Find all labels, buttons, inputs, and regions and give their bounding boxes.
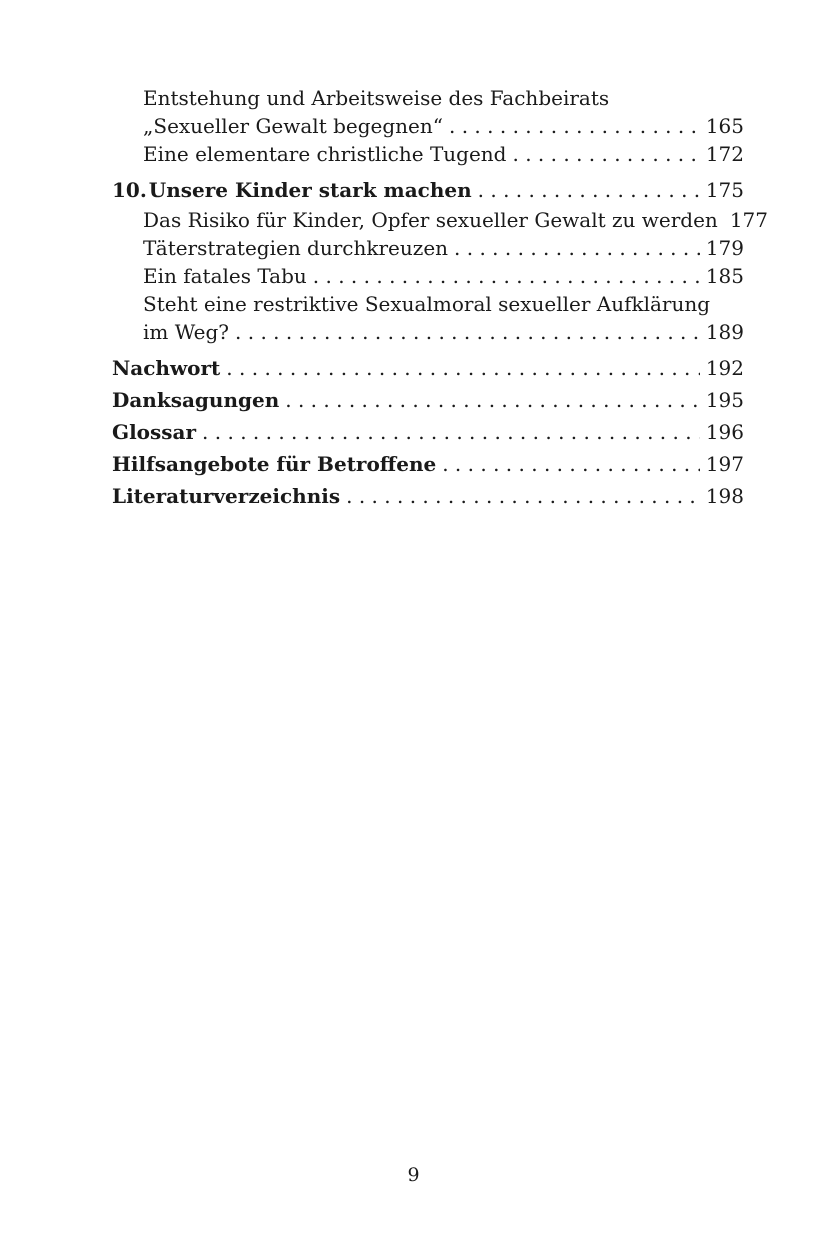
dot-leader xyxy=(307,262,700,290)
toc-entry-literaturverzeichnis xyxy=(112,480,744,512)
dot-leader xyxy=(196,416,700,448)
toc-page-number: 196 xyxy=(705,420,744,444)
toc-entry-row xyxy=(112,416,744,448)
toc-entry-tabu xyxy=(112,262,744,290)
toc-page-number: 177 xyxy=(729,208,768,232)
toc-entry-row xyxy=(112,318,744,346)
toc-entry-title: Eine elementare christliche Tugend xyxy=(143,142,507,166)
toc-chapter-number: 10. xyxy=(112,178,147,202)
toc-entry-title: Nachwort xyxy=(112,356,221,380)
dot-leader xyxy=(472,174,700,206)
toc-entry-title: Hilfsangebote für Betroffene xyxy=(112,452,437,476)
toc-chapter-label xyxy=(112,174,472,206)
dot-leader xyxy=(507,140,700,168)
dot-leader xyxy=(718,206,724,234)
toc-entry-taeterstrategien xyxy=(112,234,744,262)
toc-entry-row xyxy=(112,480,744,512)
toc-entry-title-line2: „Sexueller Gewalt begegnen“ xyxy=(143,114,443,138)
toc-entry-sexualmoral xyxy=(112,290,744,346)
toc-page-number: 165 xyxy=(705,114,744,138)
dot-leader xyxy=(340,480,700,512)
toc-entry-title: Täterstrategien durchkreuzen xyxy=(143,236,449,260)
dot-leader xyxy=(279,384,700,416)
toc-page-number: 172 xyxy=(705,142,744,166)
toc-entry-title: Das Risiko für Kinder, Opfer sexueller Gewalt zu werden xyxy=(143,208,718,232)
toc-chapter-10 xyxy=(112,174,744,206)
toc-entry-title-line1: Steht eine restriktive Sexualmoral sexueller Aufklärung xyxy=(143,292,711,316)
toc-page-number: 197 xyxy=(705,452,744,476)
toc-entry-row xyxy=(112,206,768,234)
toc-entry-row xyxy=(112,384,744,416)
dot-leader xyxy=(229,318,700,346)
page-number: 9 xyxy=(407,1164,420,1186)
toc-page-number: 175 xyxy=(705,178,744,202)
dot-leader xyxy=(436,448,700,480)
toc-entry-row xyxy=(112,262,744,290)
toc-entry-fachbeirat xyxy=(112,84,744,140)
toc-entry-danksagungen xyxy=(112,384,744,416)
toc-entry-tugend xyxy=(112,140,744,168)
toc-page-number: 185 xyxy=(705,264,744,288)
toc-entry-title: Danksagungen xyxy=(112,388,280,412)
table-of-contents xyxy=(112,84,768,512)
toc-page-number: 198 xyxy=(705,484,744,508)
toc-entry-title: Glossar xyxy=(112,420,197,444)
toc-entry-row xyxy=(112,234,744,262)
toc-entry-title-line1: Entstehung und Arbeitsweise des Fachbeirats xyxy=(143,86,610,110)
toc-entry-nachwort xyxy=(112,352,744,384)
toc-entry-title-line2: im Weg? xyxy=(143,320,230,344)
toc-entry-row xyxy=(112,174,744,206)
toc-entry-row xyxy=(112,112,744,140)
toc-entry-hilfsangebote xyxy=(112,448,744,480)
toc-entry-row xyxy=(112,140,744,168)
toc-entry-title: Ein fatales Tabu xyxy=(143,264,307,288)
dot-leader xyxy=(220,352,700,384)
toc-page-number: 195 xyxy=(705,388,744,412)
toc-page-number: 192 xyxy=(705,356,744,380)
toc-entry-title: Unsere Kinder stark machen xyxy=(148,178,472,202)
toc-entry-glossar xyxy=(112,416,744,448)
toc-entry-title: Literaturverzeichnis xyxy=(112,484,341,508)
dot-leader xyxy=(448,234,700,262)
toc-page-number: 189 xyxy=(705,320,744,344)
toc-entry-row xyxy=(112,448,744,480)
toc-entry-row xyxy=(112,352,744,384)
toc-entry-risiko xyxy=(112,206,768,234)
toc-page-number: 179 xyxy=(705,236,744,260)
dot-leader xyxy=(443,112,700,140)
